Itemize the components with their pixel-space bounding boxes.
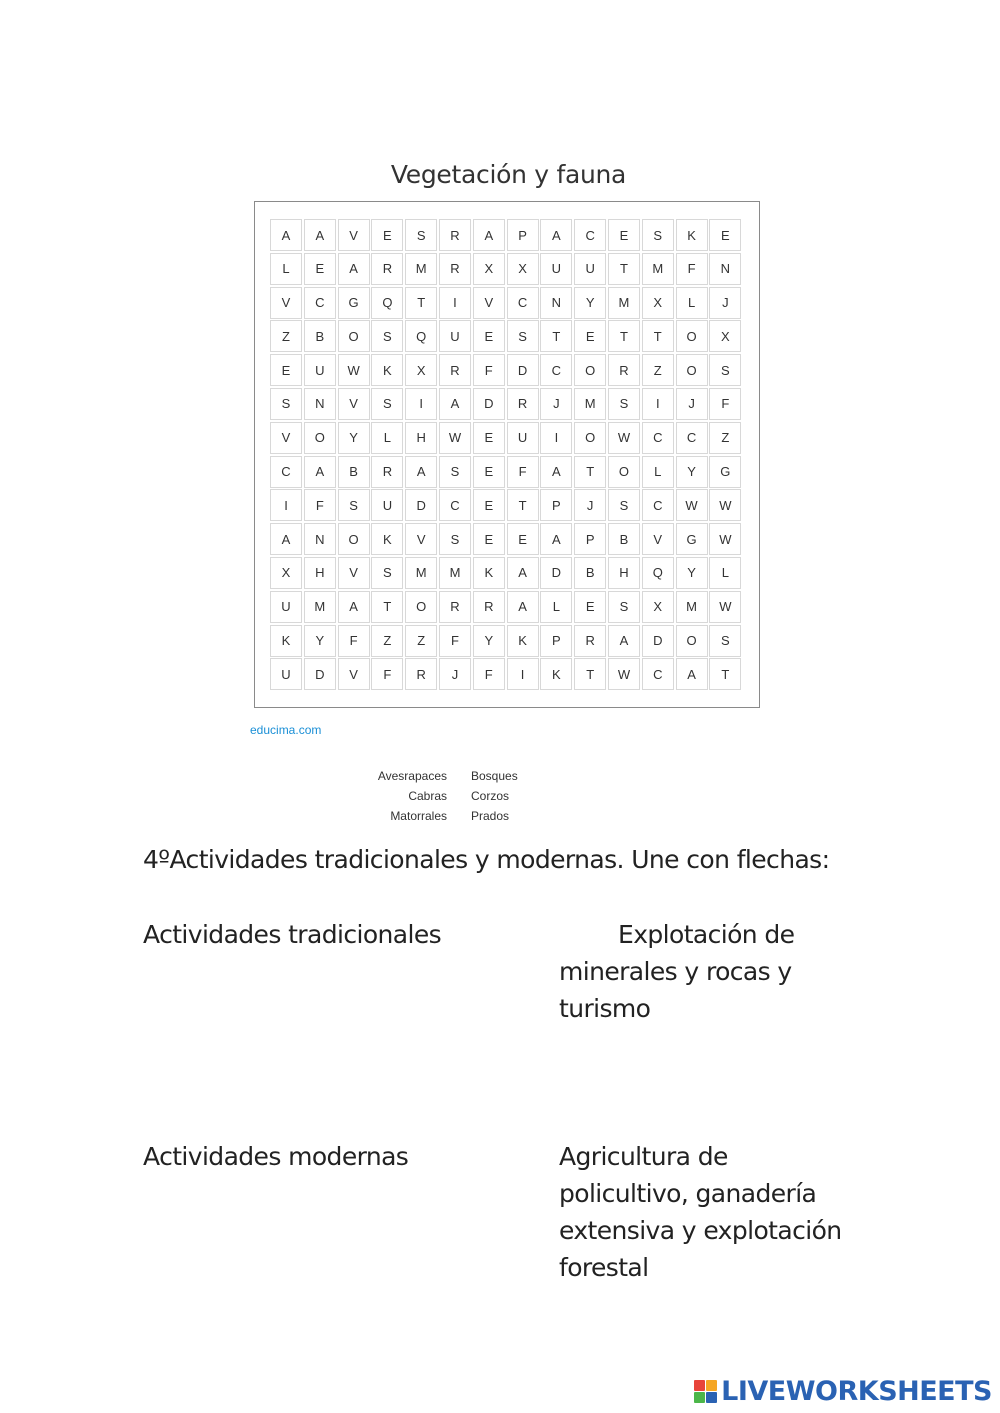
grid-cell[interactable]: T: [405, 287, 437, 319]
grid-cell[interactable]: R: [473, 591, 505, 623]
grid-cell[interactable]: C: [439, 489, 471, 521]
grid-cell[interactable]: V: [338, 219, 370, 251]
grid-cell[interactable]: J: [676, 388, 708, 420]
grid-cell[interactable]: C: [642, 658, 674, 690]
grid-cell[interactable]: H: [405, 422, 437, 454]
grid-cell[interactable]: L: [709, 557, 741, 589]
grid-cell[interactable]: A: [540, 219, 572, 251]
grid-cell[interactable]: A: [540, 523, 572, 555]
grid-cell[interactable]: A: [608, 625, 640, 657]
grid-cell[interactable]: U: [439, 320, 471, 352]
grid-cell[interactable]: T: [507, 489, 539, 521]
grid-cell[interactable]: N: [304, 388, 336, 420]
grid-cell[interactable]: S: [709, 354, 741, 386]
grid-cell[interactable]: O: [405, 591, 437, 623]
grid-cell[interactable]: L: [270, 253, 302, 285]
grid-cell[interactable]: A: [338, 591, 370, 623]
grid-cell[interactable]: Q: [642, 557, 674, 589]
grid-cell[interactable]: E: [304, 253, 336, 285]
grid-cell[interactable]: S: [642, 219, 674, 251]
grid-cell[interactable]: A: [304, 219, 336, 251]
grid-cell[interactable]: O: [304, 422, 336, 454]
grid-cell[interactable]: O: [338, 523, 370, 555]
grid-cell[interactable]: E: [574, 320, 606, 352]
grid-cell[interactable]: X: [507, 253, 539, 285]
grid-cell[interactable]: G: [709, 456, 741, 488]
source-link[interactable]: educima.com: [250, 723, 322, 737]
match-right-traditional-description[interactable]: [559, 1138, 842, 1286]
grid-cell[interactable]: W: [608, 658, 640, 690]
grid-cell[interactable]: M: [405, 557, 437, 589]
grid-cell[interactable]: V: [270, 422, 302, 454]
match-left-traditional[interactable]: Actividades tradicionales: [143, 920, 442, 949]
grid-cell[interactable]: Y: [338, 422, 370, 454]
grid-cell[interactable]: D: [642, 625, 674, 657]
grid-cell[interactable]: Z: [709, 422, 741, 454]
grid-cell[interactable]: V: [338, 388, 370, 420]
grid-cell[interactable]: Z: [270, 320, 302, 352]
grid-cell[interactable]: W: [709, 489, 741, 521]
word-list-item: Matorrales: [390, 809, 447, 823]
grid-cell[interactable]: A: [473, 219, 505, 251]
grid-cell[interactable]: V: [405, 523, 437, 555]
word-list-item: Cabras: [408, 789, 447, 803]
logo-text: LIVEWORKSHEETS: [721, 1376, 992, 1407]
grid-cell[interactable]: R: [439, 591, 471, 623]
grid-cell[interactable]: A: [405, 456, 437, 488]
grid-cell[interactable]: K: [371, 354, 403, 386]
grid-cell[interactable]: T: [608, 320, 640, 352]
grid-cell[interactable]: K: [540, 658, 572, 690]
grid-cell[interactable]: A: [507, 557, 539, 589]
grid-cell[interactable]: K: [371, 523, 403, 555]
grid-cell[interactable]: O: [608, 456, 640, 488]
grid-cell[interactable]: F: [304, 489, 336, 521]
grid-cell[interactable]: R: [371, 456, 403, 488]
grid-cell[interactable]: X: [270, 557, 302, 589]
grid-cell[interactable]: F: [338, 625, 370, 657]
grid-cell[interactable]: Z: [405, 625, 437, 657]
grid-cell[interactable]: J: [709, 287, 741, 319]
grid-cell[interactable]: T: [642, 320, 674, 352]
grid-cell[interactable]: X: [642, 287, 674, 319]
grid-cell[interactable]: O: [574, 422, 606, 454]
grid-cell[interactable]: P: [574, 523, 606, 555]
word-list-item: Prados: [471, 809, 510, 823]
grid-cell[interactable]: S: [608, 489, 640, 521]
grid-cell[interactable]: L: [642, 456, 674, 488]
grid-cell[interactable]: R: [608, 354, 640, 386]
grid-cell[interactable]: U: [270, 591, 302, 623]
grid-cell[interactable]: A: [270, 219, 302, 251]
grid-cell[interactable]: O: [338, 320, 370, 352]
grid-cell[interactable]: W: [709, 523, 741, 555]
grid-cell[interactable]: V: [338, 658, 370, 690]
grid-cell[interactable]: A: [676, 658, 708, 690]
grid-cell[interactable]: P: [507, 219, 539, 251]
grid-cell[interactable]: S: [608, 591, 640, 623]
grid-cell[interactable]: U: [270, 658, 302, 690]
grid-cell[interactable]: S: [507, 320, 539, 352]
text-line: policultivo, ganadería: [559, 1179, 817, 1208]
grid-cell[interactable]: L: [540, 591, 572, 623]
grid-cell[interactable]: B: [574, 557, 606, 589]
grid-cell[interactable]: S: [371, 388, 403, 420]
grid-cell[interactable]: M: [439, 557, 471, 589]
grid-cell[interactable]: U: [371, 489, 403, 521]
grid-cell[interactable]: Y: [676, 456, 708, 488]
grid-cell[interactable]: A: [439, 388, 471, 420]
grid-cell[interactable]: U: [574, 253, 606, 285]
grid-cell[interactable]: E: [709, 219, 741, 251]
grid-cell[interactable]: L: [371, 422, 403, 454]
grid-cell[interactable]: S: [338, 489, 370, 521]
match-left-modern[interactable]: Actividades modernas: [143, 1142, 409, 1171]
grid-cell[interactable]: F: [709, 388, 741, 420]
grid-cell[interactable]: G: [676, 523, 708, 555]
grid-cell[interactable]: S: [405, 219, 437, 251]
grid-cell[interactable]: B: [304, 320, 336, 352]
grid-cell[interactable]: S: [439, 456, 471, 488]
grid-cell[interactable]: S: [608, 388, 640, 420]
grid-cell[interactable]: P: [540, 625, 572, 657]
question-title: 4ºActividades tradicionales y modernas. Une con flechas:: [143, 845, 830, 874]
grid-cell[interactable]: C: [540, 354, 572, 386]
word-list-item: Corzos: [471, 789, 510, 803]
wordsearch-title: Vegetación y fauna: [390, 160, 627, 189]
match-right-modern-description[interactable]: [559, 916, 794, 1027]
grid-cell[interactable]: Z: [642, 354, 674, 386]
grid-cell[interactable]: O: [574, 354, 606, 386]
text-line: minerales y rocas y: [559, 957, 792, 986]
grid-cell[interactable]: A: [270, 523, 302, 555]
grid-cell[interactable]: S: [270, 388, 302, 420]
grid-cell[interactable]: U: [540, 253, 572, 285]
grid-cell[interactable]: M: [608, 287, 640, 319]
grid-cell[interactable]: J: [439, 658, 471, 690]
grid-cell[interactable]: E: [270, 354, 302, 386]
grid-cell[interactable]: Y: [473, 625, 505, 657]
grid-cell[interactable]: T: [540, 320, 572, 352]
grid-cell[interactable]: D: [473, 388, 505, 420]
grid-cell[interactable]: D: [304, 658, 336, 690]
grid-cell[interactable]: O: [676, 320, 708, 352]
grid-cell[interactable]: R: [405, 658, 437, 690]
grid-cell[interactable]: K: [507, 625, 539, 657]
grid-cell[interactable]: V: [338, 557, 370, 589]
grid-cell[interactable]: X: [642, 591, 674, 623]
grid-cell[interactable]: W: [439, 422, 471, 454]
grid-cell[interactable]: U: [304, 354, 336, 386]
grid-cell[interactable]: C: [574, 219, 606, 251]
grid-cell[interactable]: D: [405, 489, 437, 521]
grid-cell[interactable]: X: [473, 253, 505, 285]
grid-cell[interactable]: Y: [676, 557, 708, 589]
grid-cell[interactable]: I: [642, 388, 674, 420]
grid-cell[interactable]: E: [473, 422, 505, 454]
grid-cell[interactable]: K: [270, 625, 302, 657]
grid-cell[interactable]: E: [473, 456, 505, 488]
text-line: turismo: [559, 994, 651, 1023]
grid-cell[interactable]: M: [676, 591, 708, 623]
grid-cell[interactable]: D: [507, 354, 539, 386]
grid-cell[interactable]: H: [608, 557, 640, 589]
grid-cell[interactable]: H: [304, 557, 336, 589]
grid-cell[interactable]: W: [608, 422, 640, 454]
grid-cell[interactable]: N: [709, 253, 741, 285]
grid-cell[interactable]: A: [338, 253, 370, 285]
grid-cell[interactable]: R: [574, 625, 606, 657]
text-line: forestal: [559, 1253, 649, 1282]
grid-cell[interactable]: I: [439, 287, 471, 319]
grid-cell[interactable]: B: [608, 523, 640, 555]
grid-cell[interactable]: R: [439, 253, 471, 285]
grid-cell[interactable]: R: [371, 253, 403, 285]
text-line: extensiva y explotación: [559, 1216, 842, 1245]
grid-cell[interactable]: R: [507, 388, 539, 420]
grid-cell[interactable]: F: [371, 658, 403, 690]
grid-cell[interactable]: W: [338, 354, 370, 386]
grid-cell[interactable]: T: [574, 658, 606, 690]
grid-cell[interactable]: I: [540, 422, 572, 454]
word-list-item: Bosques: [471, 769, 518, 783]
grid-cell[interactable]: Y: [574, 287, 606, 319]
grid-cell[interactable]: E: [473, 523, 505, 555]
grid-cell[interactable]: I: [405, 388, 437, 420]
grid-cell[interactable]: Q: [371, 287, 403, 319]
grid-cell[interactable]: T: [371, 591, 403, 623]
grid-cell[interactable]: E: [608, 219, 640, 251]
grid-cell[interactable]: U: [507, 422, 539, 454]
grid-cell[interactable]: I: [507, 658, 539, 690]
word-list-item: Avesrapaces: [377, 769, 447, 783]
grid-cell[interactable]: Q: [405, 320, 437, 352]
grid-cell[interactable]: K: [473, 557, 505, 589]
grid-cell[interactable]: Z: [371, 625, 403, 657]
grid-cell[interactable]: D: [540, 557, 572, 589]
grid-cell[interactable]: S: [439, 523, 471, 555]
grid-cell[interactable]: E: [473, 320, 505, 352]
wordsearch-grid: [270, 219, 741, 690]
text-line: Explotación de: [618, 920, 795, 949]
grid-cell[interactable]: F: [439, 625, 471, 657]
grid-cell[interactable]: J: [574, 489, 606, 521]
grid-cell[interactable]: A: [304, 456, 336, 488]
grid-cell[interactable]: C: [642, 422, 674, 454]
grid-cell[interactable]: M: [642, 253, 674, 285]
grid-cell[interactable]: R: [439, 354, 471, 386]
grid-cell[interactable]: R: [439, 219, 471, 251]
grid-cell[interactable]: C: [642, 489, 674, 521]
grid-cell[interactable]: S: [709, 625, 741, 657]
grid-cell[interactable]: X: [405, 354, 437, 386]
grid-cell[interactable]: K: [676, 219, 708, 251]
grid-cell[interactable]: J: [540, 388, 572, 420]
grid-cell[interactable]: C: [676, 422, 708, 454]
grid-cell[interactable]: M: [304, 591, 336, 623]
word-list: [330, 768, 590, 825]
grid-cell[interactable]: O: [676, 354, 708, 386]
grid-cell[interactable]: M: [574, 388, 606, 420]
grid-cell[interactable]: N: [540, 287, 572, 319]
grid-cell[interactable]: F: [676, 253, 708, 285]
grid-cell[interactable]: I: [270, 489, 302, 521]
grid-cell[interactable]: S: [371, 557, 403, 589]
grid-cell[interactable]: X: [709, 320, 741, 352]
grid-cell[interactable]: L: [676, 287, 708, 319]
grid-cell[interactable]: P: [540, 489, 572, 521]
grid-cell[interactable]: M: [405, 253, 437, 285]
grid-cell[interactable]: V: [473, 287, 505, 319]
liveworksheets-logo[interactable]: [694, 1376, 992, 1407]
grid-cell[interactable]: N: [304, 523, 336, 555]
grid-cell[interactable]: C: [507, 287, 539, 319]
grid-cell[interactable]: O: [676, 625, 708, 657]
grid-cell[interactable]: W: [709, 591, 741, 623]
grid-cell[interactable]: A: [540, 456, 572, 488]
grid-cell[interactable]: F: [473, 354, 505, 386]
grid-cell[interactable]: T: [574, 456, 606, 488]
grid-cell[interactable]: F: [473, 658, 505, 690]
liveworksheets-icon: [694, 1380, 717, 1403]
grid-cell[interactable]: C: [304, 287, 336, 319]
grid-cell[interactable]: T: [709, 658, 741, 690]
grid-cell[interactable]: E: [473, 489, 505, 521]
grid-cell[interactable]: E: [507, 523, 539, 555]
grid-cell[interactable]: B: [338, 456, 370, 488]
grid-cell[interactable]: W: [676, 489, 708, 521]
grid-cell[interactable]: A: [507, 591, 539, 623]
grid-cell[interactable]: V: [270, 287, 302, 319]
grid-cell[interactable]: T: [608, 253, 640, 285]
grid-cell[interactable]: F: [507, 456, 539, 488]
grid-cell[interactable]: E: [371, 219, 403, 251]
grid-cell[interactable]: C: [270, 456, 302, 488]
grid-cell[interactable]: V: [642, 523, 674, 555]
grid-cell[interactable]: E: [574, 591, 606, 623]
text-line: Agricultura de: [559, 1142, 728, 1171]
grid-cell[interactable]: Y: [304, 625, 336, 657]
grid-cell[interactable]: S: [371, 320, 403, 352]
grid-cell[interactable]: G: [338, 287, 370, 319]
